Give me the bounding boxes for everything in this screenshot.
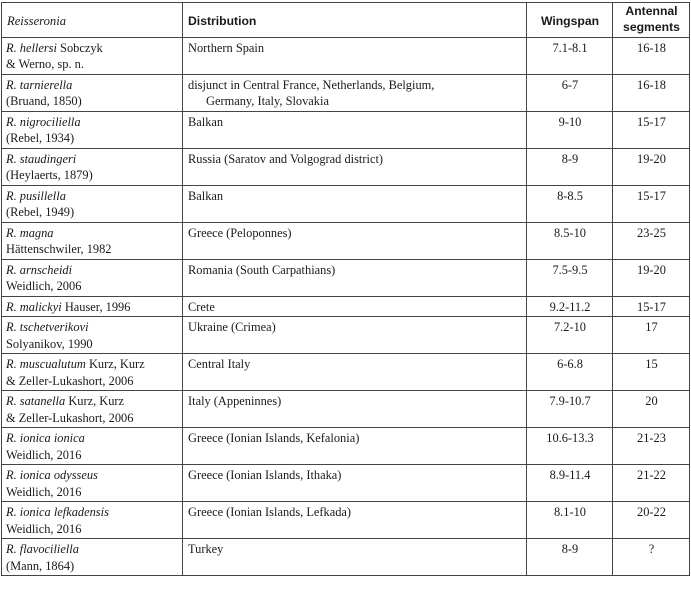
- wingspan-cell: 8.9-11.4: [527, 465, 613, 502]
- species-cell: [2, 539, 183, 576]
- distribution-text: Greece (Ionian Islands, Kefalonia): [188, 431, 360, 446]
- header-distribution: Distribution: [183, 3, 527, 38]
- wingspan-cell: 8-9: [527, 539, 613, 576]
- antennal-segments-cell: 19-20: [613, 260, 690, 297]
- wingspan-cell: 9-10: [527, 112, 613, 149]
- antennal-segments-cell: 16-18: [613, 38, 690, 75]
- distribution-text: Greece (Ionian Islands, Ithaka): [188, 468, 342, 483]
- table-row: [2, 112, 690, 149]
- distribution-cell: [183, 186, 527, 223]
- wingspan-cell: 8-8.5: [527, 186, 613, 223]
- wingspan-cell: 8-9: [527, 149, 613, 186]
- table-row: [2, 186, 690, 223]
- distribution-text: Ukraine (Crimea): [188, 320, 276, 335]
- species-cell: [2, 502, 183, 539]
- wingspan-cell: 9.2-11.2: [527, 297, 613, 317]
- antennal-segments-cell: ?: [613, 539, 690, 576]
- species-name: R. magna: [6, 226, 54, 240]
- distribution-text: Greece (Ionian Islands, Lefkada): [188, 505, 352, 520]
- species-name: R. nigrociliella: [6, 115, 81, 129]
- species-author-line2: Weidlich, 2016: [6, 447, 82, 462]
- header-antennal-line1: Antennal: [625, 4, 678, 18]
- species-author-line2: & Zeller-Lukashort, 2006: [6, 373, 134, 388]
- distribution-cell: [183, 391, 527, 428]
- distribution-text: Turkey: [188, 542, 224, 557]
- table-row: [2, 260, 690, 297]
- species-name: R. satanella: [6, 394, 66, 409]
- antennal-segments-cell: 16-18: [613, 75, 690, 112]
- species-cell: [2, 223, 183, 260]
- distribution-cell: [183, 428, 527, 465]
- header-wingspan: Wingspan: [527, 3, 613, 38]
- wingspan-cell: 7.9-10.7: [527, 391, 613, 428]
- antennal-segments-cell: 21-23: [613, 428, 690, 465]
- distribution-cell: [183, 539, 527, 576]
- species-name: R. malickyi: [6, 300, 62, 314]
- species-author-line2: & Zeller-Lukashort, 2006: [6, 410, 134, 425]
- species-author: Sobczyk: [60, 41, 103, 55]
- distribution-text-line2: Germany, Italy, Slovakia: [206, 94, 329, 109]
- wingspan-cell: 10.6-13.3: [527, 428, 613, 465]
- table-row: [2, 38, 690, 75]
- species-name: R. pusillella: [6, 189, 66, 203]
- species-cell: [2, 38, 183, 75]
- species-author-line2: (Bruand, 1850): [6, 94, 82, 109]
- distribution-cell: [183, 149, 527, 186]
- species-author-line2: Solyanikov, 1990: [6, 336, 93, 351]
- species-cell: [2, 317, 183, 354]
- species-author-line2: & Werno, sp. n.: [6, 57, 84, 72]
- distribution-text: Central Italy: [188, 357, 251, 372]
- species-cell: [2, 465, 183, 502]
- table-row: [2, 149, 690, 186]
- distribution-cell: [183, 260, 527, 297]
- species-name: R. hellersi: [6, 41, 57, 55]
- table-row: [2, 502, 690, 539]
- species-name: R. ionica ionica: [6, 431, 85, 446]
- species-author-line2: (Heylaerts, 1879): [6, 168, 93, 183]
- wingspan-cell: 6-6.8: [527, 354, 613, 391]
- species-author-line2: Weidlich, 2006: [6, 279, 82, 294]
- antennal-segments-cell: 15-17: [613, 112, 690, 149]
- species-cell: [2, 75, 183, 112]
- species-name: R. tschetverikovi: [6, 320, 89, 335]
- wingspan-cell: 8.1-10: [527, 502, 613, 539]
- species-cell: [2, 428, 183, 465]
- wingspan-cell: 7.1-8.1: [527, 38, 613, 75]
- wingspan-cell: 6-7: [527, 75, 613, 112]
- species-cell: [2, 149, 183, 186]
- species-author: Hauser, 1996: [64, 300, 131, 314]
- distribution-text: disjunct in Central France, Netherlands, Belgium,: [188, 78, 435, 92]
- species-cell: [2, 391, 183, 428]
- table-row: [2, 297, 690, 317]
- species-name: R. tarnierella: [6, 78, 73, 92]
- species-author-line2: Weidlich, 2016: [6, 521, 82, 536]
- antennal-segments-cell: 15-17: [613, 297, 690, 317]
- species-cell: [2, 260, 183, 297]
- header-antennal-segments: [613, 3, 690, 38]
- table-row: [2, 75, 690, 112]
- antennal-segments-cell: 23-25: [613, 223, 690, 260]
- species-author: Kurz, Kurz: [88, 357, 145, 372]
- distribution-text: Italy (Appeninnes): [188, 394, 282, 409]
- antennal-segments-cell: 17: [613, 317, 690, 354]
- species-author-line2: (Rebel, 1934): [6, 131, 75, 146]
- species-table: [1, 2, 690, 576]
- wingspan-cell: 7.2-10: [527, 317, 613, 354]
- wingspan-cell: 8.5-10: [527, 223, 613, 260]
- species-name: R. flavociliella: [6, 542, 79, 557]
- table-row: [2, 223, 690, 260]
- species-name: R. arnscheidi: [6, 263, 73, 277]
- distribution-text: Balkan: [188, 189, 224, 203]
- species-cell: [2, 112, 183, 149]
- species-author-line2: (Rebel, 1949): [6, 205, 75, 220]
- distribution-text: Greece (Peloponnes): [188, 226, 292, 240]
- species-name: R. ionica odysseus: [6, 468, 98, 483]
- header-row: [2, 3, 690, 38]
- species-cell: [2, 186, 183, 223]
- distribution-text: Romania (South Carpathians): [188, 263, 336, 277]
- distribution-cell: [183, 502, 527, 539]
- distribution-cell: [183, 75, 527, 112]
- distribution-text: Russia (Saratov and Volgograd district): [188, 152, 384, 166]
- table-row: [2, 317, 690, 354]
- distribution-cell: [183, 297, 527, 317]
- antennal-segments-cell: 20: [613, 391, 690, 428]
- table-row: [2, 354, 690, 391]
- distribution-cell: [183, 38, 527, 75]
- distribution-cell: [183, 354, 527, 391]
- header-species: Reisseronia: [2, 3, 183, 38]
- species-author-line2: (Mann, 1864): [6, 558, 75, 573]
- table-row: [2, 465, 690, 502]
- table-body: [2, 38, 690, 576]
- species-author-line2: Hättenschwiler, 1982: [6, 242, 112, 257]
- table-row: [2, 428, 690, 465]
- species-cell: [2, 297, 183, 317]
- table-row: [2, 391, 690, 428]
- wingspan-cell: 7.5-9.5: [527, 260, 613, 297]
- distribution-text: Balkan: [188, 115, 224, 129]
- species-author-line2: Weidlich, 2016: [6, 484, 82, 499]
- antennal-segments-cell: 19-20: [613, 149, 690, 186]
- distribution-cell: [183, 112, 527, 149]
- species-name: R. muscualutum: [6, 357, 86, 372]
- species-cell: [2, 354, 183, 391]
- antennal-segments-cell: 15: [613, 354, 690, 391]
- distribution-text: Crete: [188, 300, 215, 314]
- header-antennal-line2: segments: [623, 20, 680, 34]
- table-row: [2, 539, 690, 576]
- antennal-segments-cell: 21-22: [613, 465, 690, 502]
- distribution-cell: [183, 465, 527, 502]
- species-author: Kurz, Kurz: [68, 394, 125, 409]
- distribution-text: Northern Spain: [188, 41, 265, 55]
- distribution-cell: [183, 223, 527, 260]
- antennal-segments-cell: 20-22: [613, 502, 690, 539]
- distribution-cell: [183, 317, 527, 354]
- species-name: R. staudingeri: [6, 152, 77, 166]
- antennal-segments-cell: 15-17: [613, 186, 690, 223]
- species-name: R. ionica lefkadensis: [6, 505, 109, 520]
